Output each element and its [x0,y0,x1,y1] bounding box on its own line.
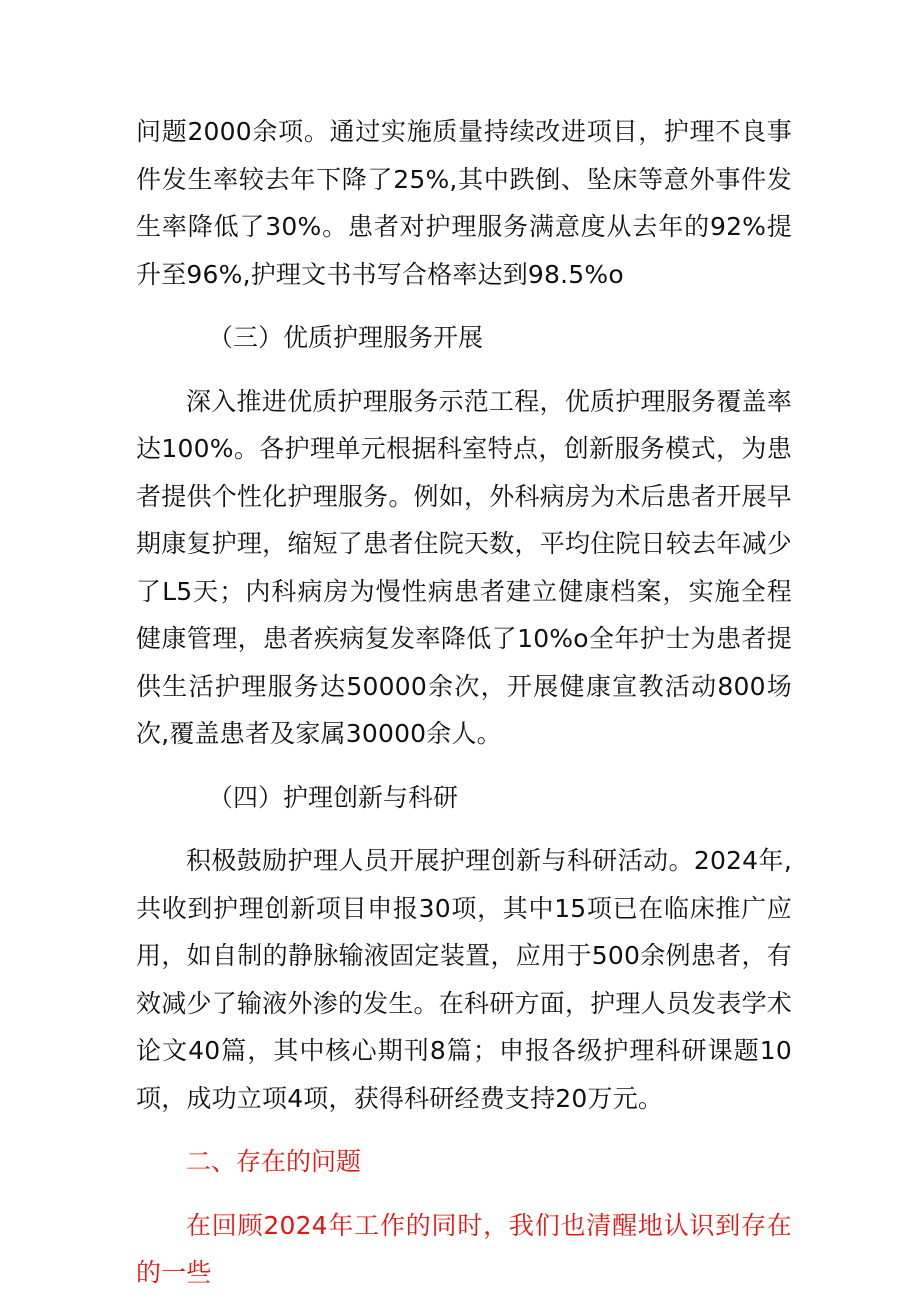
paragraph-problems-intro: 在回顾2024年工作的同时，我们也清醒地认识到存在的一些 [136,1210,792,1287]
section-heading-existing-problems: 二、存在的问题 [186,1147,362,1176]
paragraph-quality-service: 深入推进优质护理服务示范工程，优质护理服务覆盖率达100%。各护理单元根据科室特点，创新服务模式，为患者提供个性化护理服务。例如，外科病房为术后患者开展早期康复护理，缩短了患者住院天数，平均住院日较去年减少了L5天；内科病房为慢性病患者建立健康档案，实施全程健康管理，患者疾病复发率降低了10%o全年护士为患者提供生活护理服务达50000余次，开展健康宣教活动800场次,覆盖患者及家属30000余人。 [136,386,792,748]
section-heading-innovation-research: （四）护理创新与科研 [208,782,459,812]
paragraph-innovation-research: 积极鼓励护理人员开展护理创新与科研活动。2024年,共收到护理创新项目申报30项，其中15项已在临床推广应用，如自制的静脉输液固定装置，应用于500余例患者，有效减少了输液外渗的发生。在科研方面，护理人员发表学术论文40篇，其中核心期刊8篇；申报各级护理科研课题10项，成功立项4项，获得科研经费支持20万元。 [136,846,792,1113]
paragraph-quality-results: 问题2000余项。通过实施质量持续改进项目，护理不良事件发生率较去年下降了25%,其中跌倒、坠床等意外事件发生率降低了30%。患者对护理服务满意度从去年的92%提升至96%,护理文书书写合格率达到98.5%o [136,117,792,289]
section-heading-quality-service: （三）优质护理服务开展 [208,323,484,352]
document-body [136,108,792,1297]
